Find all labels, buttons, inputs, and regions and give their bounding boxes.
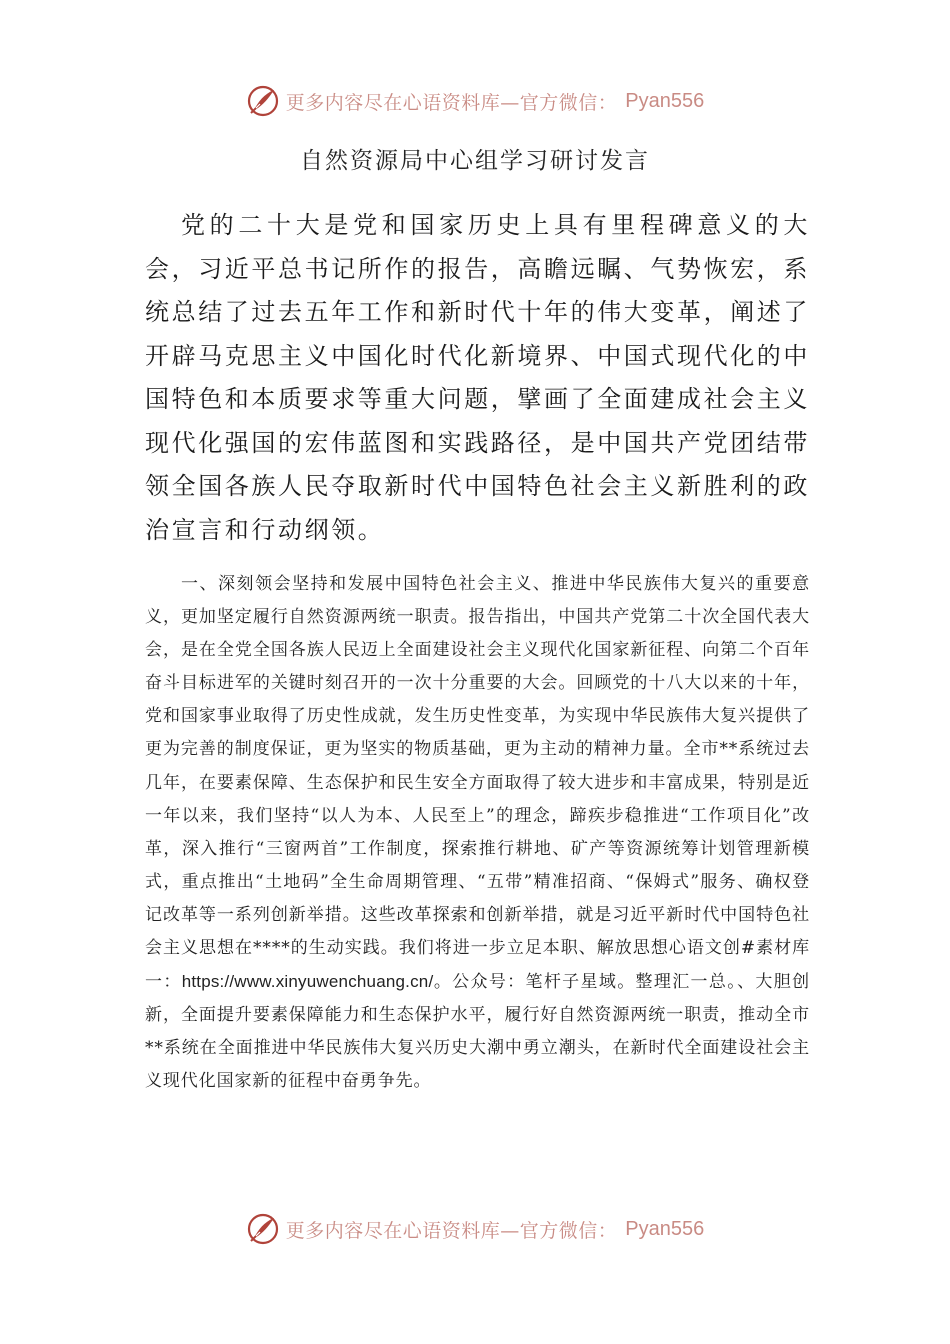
body-paragraph	[145, 568, 810, 1099]
banner-text: 更多内容尽在心语资料库—官方微信：	[285, 1219, 618, 1242]
body-text-part2: 。公众号：笔杆子星域。整理汇一总。、大胆创新，全面提升要素保障能力和生态保护水平，履行好自然资源两统一职责，推动全市**系统在全面推进中华民族伟大复兴历史大潮中勇立潮头，在新时代全面建设社会主义现代化国家新的征程中奋勇争先。	[145, 972, 810, 1092]
quill-logo-icon	[246, 1212, 280, 1246]
document-title: 自然资源局中心组学习研讨发言	[300, 148, 650, 174]
header-banner	[0, 84, 950, 118]
website-url: https://www.xinyuwenchuang.cn/	[181, 972, 434, 992]
body-text-part1: 一、深刻领会坚持和发展中国特色社会主义、推进中华民族伟大复兴的重要意义，更加坚定履行自然资源两统一职责。报告指出，中国共产党第二十次全国代表大会，是在全党全国各族人民迈上全面建设社会主义现代化国家新征程、向第二个百年奋斗目标进军的关键时刻召开的一次十分重要的大会。回顾党的十八大以来的十年，党和国家事业取得了历史性成就，发生历史性变革，为实现中华民族伟大复兴提供了更为完善的制度保证，更为坚实的物质基础，更为主动的精神力量。全市**系统过去几年，在要素保障、生态保护和民生安全方面取得了较大进步和丰富成果，特别是近一年以来，我们坚持“以人为本、人民至上”的理念，蹄疾步稳推进“工作项目化”改革，深入推行“三窗两首”工作制度，探索推行耕地、矿产等资源统筹计划管理新模式，重点推出“土地码”全生命周期管理、“五带”精准招商、“保姆式”服务、确权登记改革等一系列创新举措。这些改革探索和创新举措，就是习近平新时代中国特色社会主义思想在****的生动实践。我们将进一步立足本职、解放思想心语文创#素材库一：	[145, 574, 810, 993]
banner-text: 更多内容尽在心语资料库—官方微信：	[285, 91, 618, 114]
quill-logo-icon	[246, 84, 280, 118]
footer-banner	[0, 1212, 950, 1246]
banner-wechat-id: Pyan556	[625, 1217, 705, 1240]
lead-paragraph: 党的二十大是党和国家历史上具有里程碑意义的大会，习近平总书记所作的报告，高瞻远瞩、气势恢宏，系统总结了过去五年工作和新时代十年的伟大变革，阐述了开辟马克思主义中国化时代化新境界、中国式现代化的中国特色和本质要求等重大问题，擘画了全面建成社会主义现代化强国的宏伟蓝图和实践路径，是中国共产党团结带领全国各族人民夺取新时代中国特色社会主义新胜利的政治宣言和行动纲领。	[145, 211, 810, 544]
banner-wechat-id: Pyan556	[625, 89, 705, 112]
